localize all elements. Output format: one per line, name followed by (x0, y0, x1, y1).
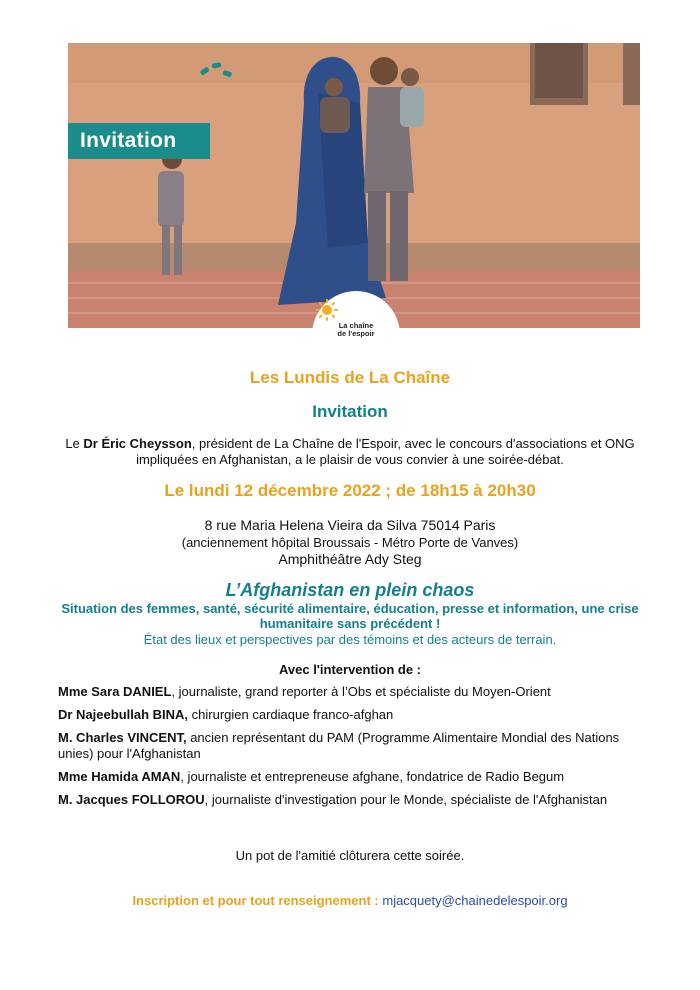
speaker-name: Dr Najeebullah BINA, (58, 707, 189, 722)
speaker-item (58, 707, 638, 723)
speaker-desc: , journaliste, grand reporter à l’Obs et spécialiste du Moyen-Orient (171, 684, 551, 699)
speaker-item (58, 730, 638, 762)
event-date: Le lundi 12 décembre 2022 ; de 18h15 à 20h30 (164, 481, 536, 500)
speaker-desc: ancien représentant du PAM (Programme Alimentaire Mondial des Nations unies) pour l'Afghanistan (58, 730, 620, 761)
speaker-name: Mme Sara DANIEL (58, 684, 172, 699)
speakers-heading: Avec l'intervention de : (278, 662, 422, 677)
series-title: Les Lundis de La Chaîne (249, 368, 451, 387)
contact-line (0, 893, 700, 908)
speaker-item (58, 792, 638, 808)
contact-label: Inscription et pour tout renseignement : (132, 893, 379, 908)
logo-line1: La chaîne (338, 321, 374, 330)
event-address (0, 517, 700, 568)
speaker-item (58, 769, 638, 785)
speaker-desc: , journaliste et entrepreneuse afghane, fondatrice de Radio Begum (180, 769, 565, 784)
speaker-desc: , journaliste d'investigation pour le Monde, spécialiste de l'Afghanistan (204, 792, 608, 807)
logo-line2: de l'espoir (337, 329, 375, 338)
address-line1: 8 rue Maria Helena Vieira da Silva 75014 Paris (204, 517, 496, 533)
hero-photo (68, 43, 640, 338)
chaine-espoir-logo (312, 291, 400, 379)
speaker-item (58, 684, 638, 700)
speaker-desc: chirurgien cardiaque franco-afghan (188, 707, 394, 722)
address-line2: (anciennement hôpital Broussais - Métro Porte de Vanves) (181, 535, 519, 550)
sparkle-icon (196, 57, 236, 87)
speaker-list (58, 684, 638, 815)
speaker-name: Mme Hamida AMAN (58, 769, 181, 784)
sun-icon (312, 299, 342, 321)
speaker-name: M. Jacques FOLLOROU (58, 792, 205, 807)
invitation-heading: Invitation (312, 402, 388, 421)
intro-paragraph (40, 436, 660, 468)
intro-text: , président de La Chaîne de l'Espoir, avec le concours d'associations et ONG impliquées en Afghanistan, a le plaisir de vous convier à une soirée-débat. (136, 436, 635, 467)
host-name: Dr Éric Cheysson (83, 436, 192, 451)
intro-prefix: Le (65, 436, 84, 451)
theme-title: L’Afghanistan en plein chaos (225, 580, 475, 600)
theme-description: État des lieux et perspectives par des témoins et des acteurs de terrain. (143, 632, 557, 647)
theme-subtitle: Situation des femmes, santé, sécurité alimentaire, éducation, presse et information, une crise humanitaire sans précédent ! (61, 601, 639, 631)
closing-note: Un pot de l'amitié clôturera cette soirée. (235, 848, 465, 863)
speaker-name: M. Charles VINCENT, (58, 730, 187, 745)
address-line3: Amphithéâtre Ady Steg (278, 551, 422, 567)
invitation-badge: Invitation (68, 123, 210, 159)
contact-email-link[interactable]: mjacquety@chainedelespoir.org (382, 893, 568, 908)
hero-illustration (68, 43, 640, 328)
